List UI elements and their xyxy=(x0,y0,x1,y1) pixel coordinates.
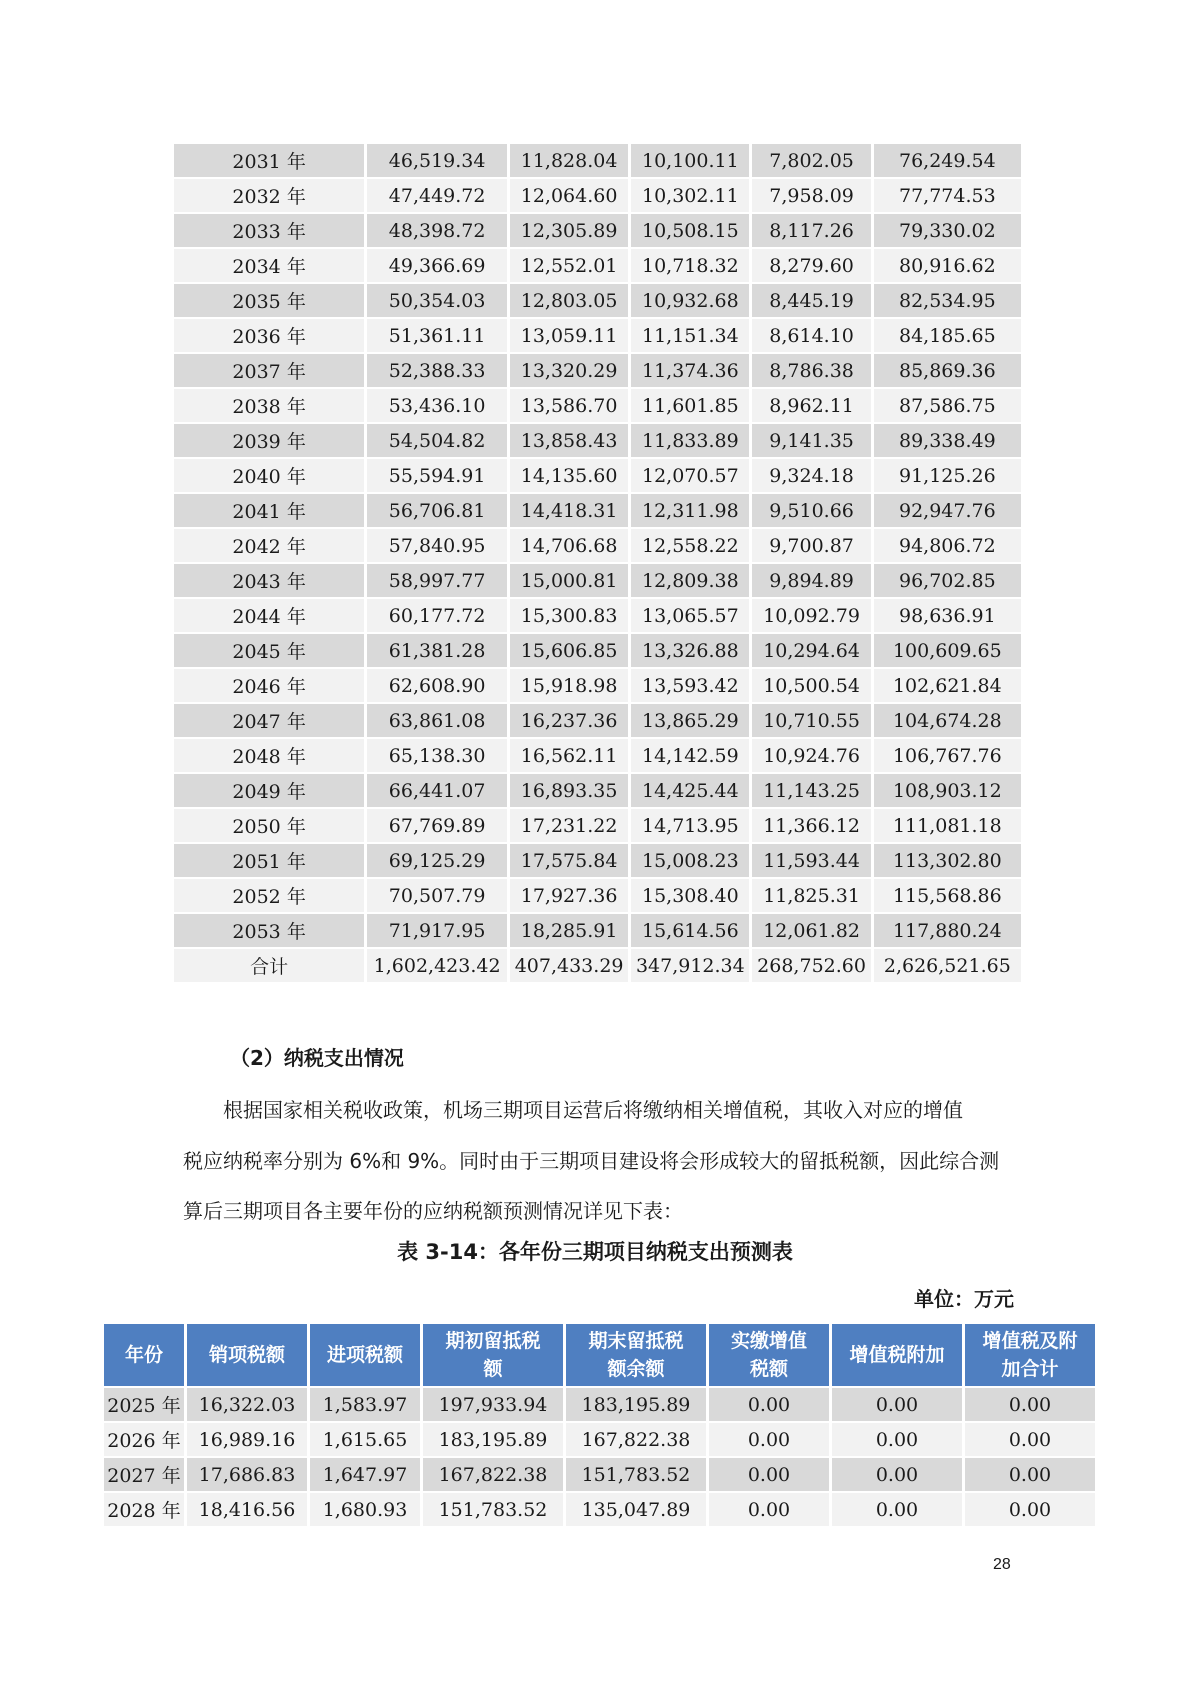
value-cell: 18,285.91 xyxy=(510,914,628,947)
value-cell: 0.00 xyxy=(965,1493,1095,1526)
value-cell: 53,436.10 xyxy=(367,389,507,422)
value-cell: 0.00 xyxy=(965,1423,1095,1456)
value-cell: 9,894.89 xyxy=(752,564,870,597)
year-cell: 2043 年 xyxy=(174,564,364,597)
value-cell: 47,449.72 xyxy=(367,179,507,212)
value-cell: 85,869.36 xyxy=(874,354,1021,387)
column-header xyxy=(832,1324,962,1386)
value-cell: 100,609.65 xyxy=(874,634,1021,667)
column-header-text: 期末留抵税 xyxy=(588,1330,684,1352)
value-cell: 15,614.56 xyxy=(631,914,749,947)
value-cell: 84,185.65 xyxy=(874,319,1021,352)
year-cell: 2039 年 xyxy=(174,424,364,457)
value-cell: 79,330.02 xyxy=(874,214,1021,247)
column-header xyxy=(310,1324,420,1386)
value-cell: 62,608.90 xyxy=(367,669,507,702)
table-row xyxy=(174,179,1021,212)
value-cell: 9,141.35 xyxy=(752,424,870,457)
value-cell: 15,008.23 xyxy=(631,844,749,877)
value-cell: 15,000.81 xyxy=(510,564,628,597)
value-cell: 10,508.15 xyxy=(631,214,749,247)
table-row xyxy=(174,459,1021,492)
table-row xyxy=(174,249,1021,282)
column-header xyxy=(965,1324,1095,1386)
column-header xyxy=(104,1324,184,1386)
value-cell: 65,138.30 xyxy=(367,739,507,772)
value-cell: 13,593.42 xyxy=(631,669,749,702)
value-cell: 151,783.52 xyxy=(423,1493,563,1526)
value-cell: 11,143.25 xyxy=(752,774,870,807)
column-header xyxy=(187,1324,307,1386)
value-cell: 16,322.03 xyxy=(187,1388,307,1421)
value-cell: 14,425.44 xyxy=(631,774,749,807)
value-cell: 16,989.16 xyxy=(187,1423,307,1456)
value-cell: 15,918.98 xyxy=(510,669,628,702)
table-row xyxy=(174,599,1021,632)
value-cell: 56,706.81 xyxy=(367,494,507,527)
value-cell: 11,833.89 xyxy=(631,424,749,457)
table-row xyxy=(174,529,1021,562)
value-cell: 10,718.32 xyxy=(631,249,749,282)
value-cell: 66,441.07 xyxy=(367,774,507,807)
value-cell: 87,586.75 xyxy=(874,389,1021,422)
value-cell: 10,710.55 xyxy=(752,704,870,737)
value-cell: 11,825.31 xyxy=(752,879,870,912)
value-cell: 9,700.87 xyxy=(752,529,870,562)
value-cell: 51,361.11 xyxy=(367,319,507,352)
value-cell: 108,903.12 xyxy=(874,774,1021,807)
column-header-text: 期初留抵税 xyxy=(445,1330,541,1352)
unit-label: 单位：万元 xyxy=(914,1287,1014,1311)
value-cell: 183,195.89 xyxy=(423,1423,563,1456)
value-cell: 2,626,521.65 xyxy=(874,949,1021,982)
value-cell: 11,374.36 xyxy=(631,354,749,387)
value-cell: 98,636.91 xyxy=(874,599,1021,632)
value-cell: 407,433.29 xyxy=(510,949,628,982)
value-cell: 0.00 xyxy=(965,1458,1095,1491)
table-row xyxy=(174,949,1021,982)
value-cell: 14,418.31 xyxy=(510,494,628,527)
table-row xyxy=(174,809,1021,842)
value-cell: 10,500.54 xyxy=(752,669,870,702)
year-cell: 2032 年 xyxy=(174,179,364,212)
value-cell: 106,767.76 xyxy=(874,739,1021,772)
value-cell: 70,507.79 xyxy=(367,879,507,912)
value-cell: 13,065.57 xyxy=(631,599,749,632)
year-cell: 合计 xyxy=(174,949,364,982)
column-header xyxy=(709,1324,829,1386)
value-cell: 104,674.28 xyxy=(874,704,1021,737)
year-cell: 2042 年 xyxy=(174,529,364,562)
year-cell: 2045 年 xyxy=(174,634,364,667)
value-cell: 12,558.22 xyxy=(631,529,749,562)
value-cell: 17,927.36 xyxy=(510,879,628,912)
value-cell: 1,583.97 xyxy=(310,1388,420,1421)
value-cell: 12,305.89 xyxy=(510,214,628,247)
table-row xyxy=(174,739,1021,772)
year-cell: 2047 年 xyxy=(174,704,364,737)
revenue-table-body xyxy=(174,144,1021,982)
value-cell: 10,092.79 xyxy=(752,599,870,632)
year-cell: 2028 年 xyxy=(104,1493,184,1526)
year-cell: 2035 年 xyxy=(174,284,364,317)
value-cell: 0.00 xyxy=(965,1388,1095,1421)
value-cell: 11,151.34 xyxy=(631,319,749,352)
value-cell: 7,958.09 xyxy=(752,179,870,212)
year-cell: 2049 年 xyxy=(174,774,364,807)
table-row xyxy=(174,564,1021,597)
paragraph-line-1: 根据国家相关税收政策，机场三期项目运营后将缴纳相关增值税，其收入对应的增值 xyxy=(223,1098,963,1122)
value-cell: 50,354.03 xyxy=(367,284,507,317)
value-cell: 115,568.86 xyxy=(874,879,1021,912)
value-cell: 0.00 xyxy=(832,1458,962,1491)
column-header xyxy=(423,1324,563,1386)
value-cell: 16,237.36 xyxy=(510,704,628,737)
revenue-table xyxy=(171,142,1024,984)
column-header-text: 增值税附加 xyxy=(849,1344,945,1366)
value-cell: 48,398.72 xyxy=(367,214,507,247)
table-row xyxy=(174,389,1021,422)
value-cell: 17,575.84 xyxy=(510,844,628,877)
value-cell: 69,125.29 xyxy=(367,844,507,877)
value-cell: 15,606.85 xyxy=(510,634,628,667)
value-cell: 0.00 xyxy=(832,1388,962,1421)
value-cell: 135,047.89 xyxy=(566,1493,706,1526)
table-row xyxy=(174,844,1021,877)
value-cell: 8,117.26 xyxy=(752,214,870,247)
value-cell: 10,924.76 xyxy=(752,739,870,772)
year-cell: 2031 年 xyxy=(174,144,364,177)
year-cell: 2052 年 xyxy=(174,879,364,912)
value-cell: 61,381.28 xyxy=(367,634,507,667)
table-row xyxy=(104,1423,1095,1456)
column-header-text: 额 xyxy=(483,1358,503,1380)
table-row xyxy=(174,879,1021,912)
table-row xyxy=(104,1493,1095,1526)
value-cell: 8,279.60 xyxy=(752,249,870,282)
section-heading: （2）纳税支出情况 xyxy=(230,1046,404,1070)
value-cell: 67,769.89 xyxy=(367,809,507,842)
value-cell: 151,783.52 xyxy=(566,1458,706,1491)
value-cell: 15,300.83 xyxy=(510,599,628,632)
value-cell: 10,302.11 xyxy=(631,179,749,212)
value-cell: 55,594.91 xyxy=(367,459,507,492)
value-cell: 12,061.82 xyxy=(752,914,870,947)
column-header-text: 增值税及附 xyxy=(982,1330,1078,1352)
value-cell: 13,858.43 xyxy=(510,424,628,457)
table-row xyxy=(174,284,1021,317)
year-cell: 2026 年 xyxy=(104,1423,184,1456)
value-cell: 167,822.38 xyxy=(566,1423,706,1456)
year-cell: 2048 年 xyxy=(174,739,364,772)
value-cell: 102,621.84 xyxy=(874,669,1021,702)
column-header-text: 加合计 xyxy=(1001,1358,1059,1380)
value-cell: 113,302.80 xyxy=(874,844,1021,877)
paragraph-line-2: 税应纳税率分别为 6%和 9%。同时由于三期项目建设将会形成较大的留抵税额，因此综合测 xyxy=(183,1149,1000,1173)
value-cell: 49,366.69 xyxy=(367,249,507,282)
year-cell: 2037 年 xyxy=(174,354,364,387)
table-caption: 表 3-14：各年份三期项目纳税支出预测表 xyxy=(397,1240,793,1264)
table-row xyxy=(174,144,1021,177)
value-cell: 94,806.72 xyxy=(874,529,1021,562)
value-cell: 89,338.49 xyxy=(874,424,1021,457)
year-cell: 2025 年 xyxy=(104,1388,184,1421)
value-cell: 9,510.66 xyxy=(752,494,870,527)
value-cell: 82,534.95 xyxy=(874,284,1021,317)
value-cell: 347,912.34 xyxy=(631,949,749,982)
value-cell: 77,774.53 xyxy=(874,179,1021,212)
value-cell: 71,917.95 xyxy=(367,914,507,947)
value-cell: 17,686.83 xyxy=(187,1458,307,1491)
table-row xyxy=(174,214,1021,247)
value-cell: 12,064.60 xyxy=(510,179,628,212)
tax-table-body xyxy=(104,1388,1095,1526)
tax-table xyxy=(101,1322,1098,1528)
value-cell: 54,504.82 xyxy=(367,424,507,457)
year-cell: 2053 年 xyxy=(174,914,364,947)
column-header-text: 实缴增值 xyxy=(730,1330,807,1352)
value-cell: 9,324.18 xyxy=(752,459,870,492)
value-cell: 13,865.29 xyxy=(631,704,749,737)
table-row xyxy=(174,669,1021,702)
value-cell: 12,311.98 xyxy=(631,494,749,527)
table-row xyxy=(174,704,1021,737)
year-cell: 2050 年 xyxy=(174,809,364,842)
column-header-text: 年份 xyxy=(124,1344,163,1366)
page-number: 28 xyxy=(993,1556,1011,1573)
value-cell: 268,752.60 xyxy=(752,949,870,982)
value-cell: 12,552.01 xyxy=(510,249,628,282)
year-cell: 2044 年 xyxy=(174,599,364,632)
value-cell: 1,602,423.42 xyxy=(367,949,507,982)
column-header xyxy=(566,1324,706,1386)
value-cell: 16,893.35 xyxy=(510,774,628,807)
value-cell: 8,445.19 xyxy=(752,284,870,317)
value-cell: 8,614.10 xyxy=(752,319,870,352)
table-row xyxy=(174,319,1021,352)
value-cell: 96,702.85 xyxy=(874,564,1021,597)
value-cell: 60,177.72 xyxy=(367,599,507,632)
value-cell: 18,416.56 xyxy=(187,1493,307,1526)
table-row xyxy=(174,774,1021,807)
column-header-text: 税额 xyxy=(749,1358,788,1380)
value-cell: 7,802.05 xyxy=(752,144,870,177)
value-cell: 8,786.38 xyxy=(752,354,870,387)
value-cell: 0.00 xyxy=(709,1493,829,1526)
value-cell: 117,880.24 xyxy=(874,914,1021,947)
value-cell: 80,916.62 xyxy=(874,249,1021,282)
value-cell: 91,125.26 xyxy=(874,459,1021,492)
table-row xyxy=(174,354,1021,387)
year-cell: 2046 年 xyxy=(174,669,364,702)
tax-table-header xyxy=(104,1324,1095,1386)
value-cell: 13,320.29 xyxy=(510,354,628,387)
value-cell: 0.00 xyxy=(709,1423,829,1456)
value-cell: 12,070.57 xyxy=(631,459,749,492)
value-cell: 63,861.08 xyxy=(367,704,507,737)
table-row xyxy=(104,1458,1095,1491)
table-row xyxy=(174,914,1021,947)
value-cell: 0.00 xyxy=(832,1423,962,1456)
value-cell: 11,366.12 xyxy=(752,809,870,842)
value-cell: 12,803.05 xyxy=(510,284,628,317)
value-cell: 14,713.95 xyxy=(631,809,749,842)
year-cell: 2034 年 xyxy=(174,249,364,282)
value-cell: 183,195.89 xyxy=(566,1388,706,1421)
value-cell: 76,249.54 xyxy=(874,144,1021,177)
value-cell: 0.00 xyxy=(709,1388,829,1421)
value-cell: 11,593.44 xyxy=(752,844,870,877)
value-cell: 197,933.94 xyxy=(423,1388,563,1421)
value-cell: 1,615.65 xyxy=(310,1423,420,1456)
value-cell: 14,142.59 xyxy=(631,739,749,772)
value-cell: 10,294.64 xyxy=(752,634,870,667)
year-cell: 2041 年 xyxy=(174,494,364,527)
year-cell: 2051 年 xyxy=(174,844,364,877)
value-cell: 46,519.34 xyxy=(367,144,507,177)
column-header-text: 进项税额 xyxy=(326,1344,403,1366)
value-cell: 8,962.11 xyxy=(752,389,870,422)
value-cell: 0.00 xyxy=(832,1493,962,1526)
value-cell: 167,822.38 xyxy=(423,1458,563,1491)
value-cell: 10,100.11 xyxy=(631,144,749,177)
value-cell: 14,135.60 xyxy=(510,459,628,492)
paragraph-line-3: 算后三期项目各主要年份的应纳税额预测情况详见下表： xyxy=(183,1199,683,1223)
table-row xyxy=(174,494,1021,527)
value-cell: 16,562.11 xyxy=(510,739,628,772)
year-cell: 2033 年 xyxy=(174,214,364,247)
column-header-text: 销项税额 xyxy=(208,1344,285,1366)
value-cell: 13,586.70 xyxy=(510,389,628,422)
value-cell: 11,828.04 xyxy=(510,144,628,177)
value-cell: 17,231.22 xyxy=(510,809,628,842)
value-cell: 12,809.38 xyxy=(631,564,749,597)
value-cell: 111,081.18 xyxy=(874,809,1021,842)
value-cell: 15,308.40 xyxy=(631,879,749,912)
value-cell: 10,932.68 xyxy=(631,284,749,317)
value-cell: 52,388.33 xyxy=(367,354,507,387)
value-cell: 13,326.88 xyxy=(631,634,749,667)
table-row xyxy=(174,634,1021,667)
value-cell: 57,840.95 xyxy=(367,529,507,562)
year-cell: 2027 年 xyxy=(104,1458,184,1491)
value-cell: 1,647.97 xyxy=(310,1458,420,1491)
value-cell: 0.00 xyxy=(709,1458,829,1491)
value-cell: 13,059.11 xyxy=(510,319,628,352)
column-header-text: 额余额 xyxy=(607,1358,665,1380)
year-cell: 2036 年 xyxy=(174,319,364,352)
table-row xyxy=(174,424,1021,457)
value-cell: 58,997.77 xyxy=(367,564,507,597)
value-cell: 1,680.93 xyxy=(310,1493,420,1526)
value-cell: 92,947.76 xyxy=(874,494,1021,527)
value-cell: 11,601.85 xyxy=(631,389,749,422)
value-cell: 14,706.68 xyxy=(510,529,628,562)
table-row xyxy=(104,1388,1095,1421)
year-cell: 2038 年 xyxy=(174,389,364,422)
year-cell: 2040 年 xyxy=(174,459,364,492)
